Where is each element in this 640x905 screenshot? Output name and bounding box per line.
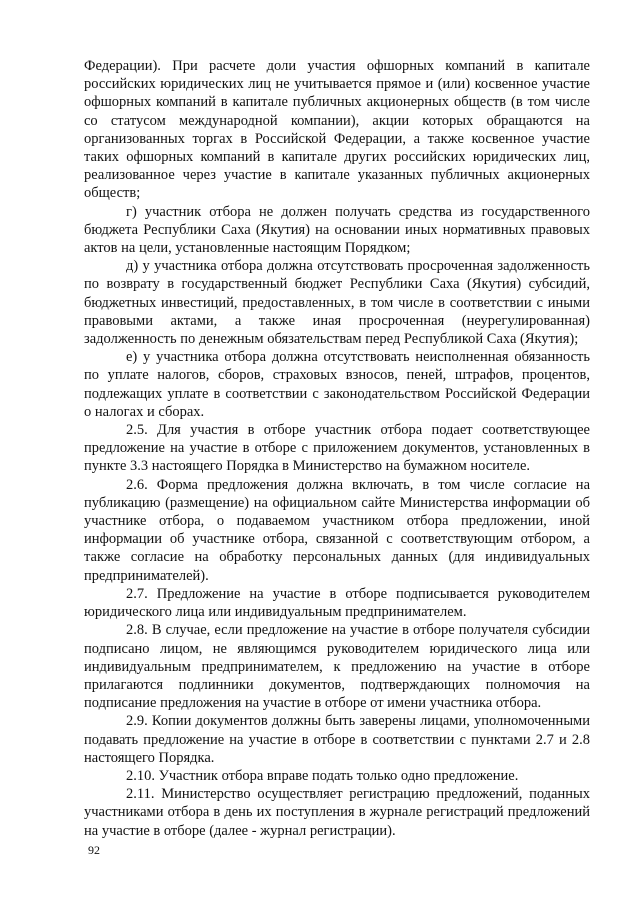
document-body	[84, 57, 590, 840]
paragraph-2-6: 2.6. Форма предложения должна включать, в том числе согласие на публикацию (размещение) на официальном сайте Министерства информации об участнике отбора, о подаваемом участником отбора предложении, иной информации об участнике отбора, связанной с соответствующим отбором, а также согласие на обработку персональных данных (для индивидуальных предпринимателей).	[84, 476, 590, 584]
paragraph-2-7: 2.7. Предложение на участие в отборе подписывается руководителем юридического лица или индивидуальным предпринимателем.	[84, 585, 590, 621]
paragraph-2-10: 2.10. Участник отбора вправе подать только одно предложение.	[126, 767, 519, 784]
paragraph-continuation: Федерации). При расчете доли участия офшорных компаний в капитале российских юридических лиц не учитывается прямое и (или) косвенное участие офшорных компаний в капитале публичных акционерных обществ (в том числе со статусом международной компании), акции которых обращаются на организованных торгах в Российской Федерации, а также косвенное участие таких офшорных компаний в капитале других российских юридических лиц, реализованное через участие в капитале указанных публичных акционерных обществ;	[84, 58, 590, 202]
paragraph-2-11: 2.11. Министерство осуществляет регистрацию предложений, поданных участниками отбора в день их поступления в журнале регистраций предложений на участие в отборе (далее - журнал регистрации).	[84, 786, 590, 839]
page-number: 92	[88, 843, 100, 857]
paragraph-2-9: 2.9. Копии документов должны быть заверены лицами, уполномоченными подавать предложение на участие в отборе в соответствии с пунктами 2.7 и 2.8 настоящего Порядка.	[84, 713, 590, 766]
paragraph-g: г) участник отбора не должен получать средства из государственного бюджета Республики Саха (Якутия) на основании иных нормативных правовых актов на цели, установленные настоящим Порядком;	[84, 203, 590, 257]
paragraph-e: е) у участника отбора должна отсутствовать неисполненная обязанность по уплате налогов, сборов, страховых взносов, пеней, штрафов, процентов, подлежащих уплате в соответствии с законодательством Российской Федерации о налогах и сборах.	[84, 349, 590, 420]
paragraph-2-8: 2.8. В случае, если предложение на участие в отборе получателя субсидии подписано лицом, не являющимся руководителем юридического лица или индивидуальным предпринимателем, к предложению на участие в отборе прилагаются подлинники документов, подтверждающих полномочия на подписание предложения на участие в отборе от имени участника отбора.	[84, 622, 590, 712]
paragraph-2-5: 2.5. Для участия в отборе участник отбора подает соответствующее предложение на участие в отборе с приложением документов, установленных в пункте 3.3 настоящего Порядка в Министерство на бумажном носителе.	[84, 422, 590, 475]
paragraph-d: д) у участника отбора должна отсутствовать просроченная задолженность по возврату в государственный бюджет Республики Саха (Якутия) субсидий, бюджетных инвестиций, предоставленных, в том числе в соответствии с иными правовыми актами, а также иная просроченная (неурегулированная) задолженность по денежным обязательствам перед Республикой Саха (Якутия);	[84, 258, 590, 348]
